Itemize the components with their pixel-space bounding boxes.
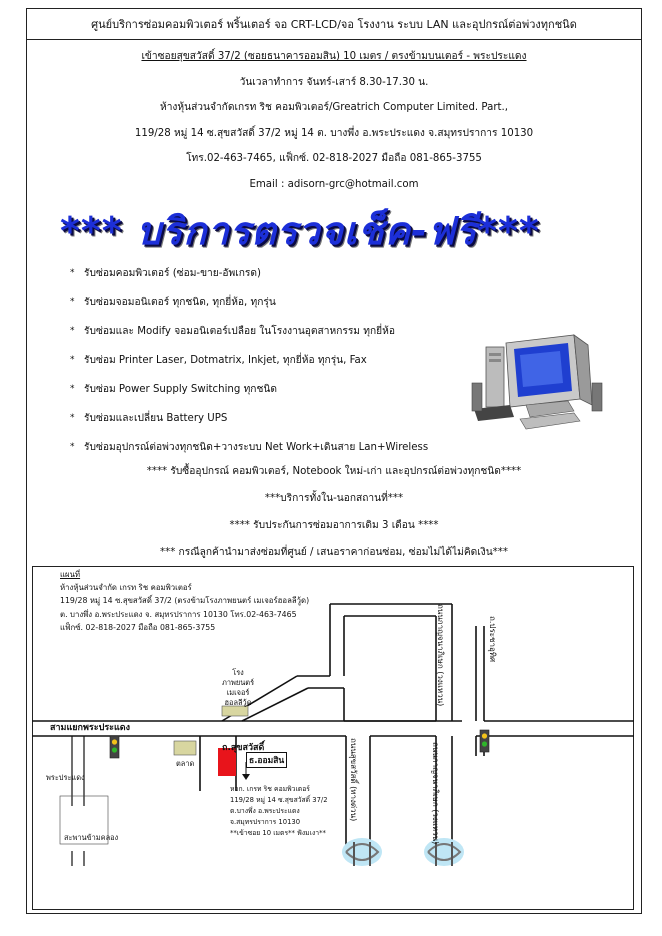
hours-line: วันเวลาทำการ จันทร์-เสาร์ 8.30-17.30 น. — [239, 76, 429, 88]
interchange-left — [342, 838, 382, 866]
top-banner — [26, 8, 642, 40]
map-title: แผนที่ — [60, 570, 81, 579]
banner-text: ศูนย์บริการซ่อมคอมพิวเตอร์ พริ้นเตอร์ จอ CRT-LCD/จอ โรงงาน ระบบ LAN และอุปกรณ์ต่อพ่วงทุกชนิด — [91, 17, 577, 31]
market-label: ตลาด — [176, 759, 195, 768]
asterisk-bullet: * — [70, 325, 75, 336]
ring-road-label: ถนนกาญจนาภิเษก (วงแหวน) — [436, 604, 445, 707]
notes-block — [26, 458, 642, 566]
map-info-line: ห้างหุ้นส่วนจำกัด เกรท ริช คอมพิวเตอร์ — [60, 583, 192, 593]
free-check-headline: *** บริการตรวจเช็ค-ฟรี*** — [60, 209, 540, 253]
market-building — [174, 741, 196, 755]
asterisk-bullet: * — [70, 354, 75, 365]
list-item: * รับซ่อมจอมอนิเตอร์ ทุกชนิด, ทุกยี่ห้อ, ทุกรุ่น — [70, 296, 276, 308]
asterisk-bullet: * — [70, 267, 75, 278]
samyaek-label: สามแยกพระประแดง — [50, 723, 131, 733]
note-buy: **** รับซื้ออุปกรณ์ คอมพิวเตอร์, Notebook ใหม่-เก่า และอุปกรณ์ต่อพ่วงทุกชนิด**** — [146, 466, 522, 477]
list-item: * รับซ่อมและ Modify จอมอนิเตอร์เปลือย ในโรงงานอุตสาหกรรม ทุกยี่ห้อ — [70, 325, 395, 337]
location-line: เข้าซอยสุขสวัสดิ์ 37/2 (ซอยธนาคารออมสิน) 10 เมตร / ตรงข้ามบนเตอร์ - พระประแดง — [141, 51, 527, 62]
list-item: * รับซ่อมคอมพิวเตอร์ (ซ่อม-ขาย-อัพเกรด) — [70, 267, 261, 279]
asterisk-bullet: * — [70, 296, 75, 307]
note-no-charge: *** กรณีลูกค้านำมาส่งซ่อมที่ศูนย์ / เสนอราคาก่อนซ่อม, ซ่อมไม่ได้ไม่คิดเงิน*** — [160, 547, 508, 558]
ring-road-label-2: ถนนกาญจนาภิเษก (วงแหวน) — [431, 742, 440, 845]
map-info-line: 119/28 หมู่ 14 ซ.สุขสวัสดิ์ 37/2 (ตรงข้ามโรงภาพยนตร์ เมเจอร์ฮอลลีวู้ด) — [60, 596, 310, 606]
expressway-label: ถนนสุขสวัสดิ์ (ทางด่วน) — [349, 738, 358, 822]
map-info-line: แฟ็กซ์. 02-818-2027 มือถือ 081-865-3755 — [60, 622, 216, 632]
traffic-light-right — [480, 730, 489, 752]
list-item: * รับซ่อมและเปลี่ยน Battery UPS — [70, 413, 228, 425]
asterisk-bullet: * — [70, 413, 75, 424]
list-item: * รับซ่อม Power Supply Switching ทุกชนิด — [70, 383, 277, 395]
note-onsite: ***บริการทั้งใน-นอกสถานที่*** — [264, 493, 404, 504]
computer-icon — [470, 325, 610, 435]
gsb-bank-label: ธ.ออมสิน — [246, 752, 287, 768]
company-line: ห้างหุ้นส่วนจำกัดเกรท ริช คอมพิวเตอร์/Greatrich Computer Limited. Part., — [160, 102, 508, 114]
sukhsawat-road-label: ถ.สุขสวัสดิ์ — [222, 743, 265, 753]
asterisk-bullet: * — [70, 442, 75, 453]
email-line[interactable]: Email : adisorn-grc@hotmail.com — [249, 178, 419, 190]
arrow-head — [242, 774, 250, 780]
pracha-road-label: ถ.ประชาอุทิศ — [488, 616, 497, 663]
phone-line: โทร.02-463-7465, แฟ็กซ์. 02-818-2027 มือถือ 081-865-3755 — [186, 153, 482, 165]
list-item: * รับซ่อมอุปกรณ์ต่อพ่วงทุกชนิด+วางระบบ Net Work+เดินสาย Lan+Wireless — [70, 442, 429, 454]
note-warranty: **** รับประกันการซ่อมอาการเดิม 3 เดือน **** — [229, 520, 439, 531]
cinema-label: โรง ภาพยนตร์ เมเจอร์ ฮอลลีวู้ด — [222, 668, 255, 707]
list-item: * รับซ่อม Printer Laser, Dotmatrix, Inkjet, ทุกยี่ห้อ ทุกรุ่น, Fax — [70, 354, 367, 366]
services-list — [70, 258, 450, 462]
shop-info: หจก. เกรท ริช คอมพิวเตอร์ 119/28 หมู่ 14 ซ.สุขสวัสดิ์ 37/2 ต.บางพึ่ง อ.พระประแดง จ.สมุทรปราการ 10130 **เข้าซอย 10 เมตร** ฟังมเงา** — [230, 785, 328, 837]
bridge-label: สะพานข้ามคลอง — [64, 833, 119, 842]
traffic-light-left — [110, 736, 119, 758]
map-info-line: ต. บางพึ่ง อ.พระประแดง จ. สมุทรปราการ 10130 โทร.02-463-7465 — [60, 609, 297, 619]
contact-block — [26, 44, 642, 198]
address-line: 119/28 หมู่ 14 ซ.สุขสวัสดิ์ 37/2 หมู่ 14 ต. บางพึ่ง อ.พระประแดง จ.สมุทรปราการ 10130 — [134, 127, 534, 139]
map-drawing — [32, 566, 634, 910]
asterisk-bullet: * — [70, 383, 75, 394]
prapradaeng-label: พระประแดง — [46, 773, 85, 782]
